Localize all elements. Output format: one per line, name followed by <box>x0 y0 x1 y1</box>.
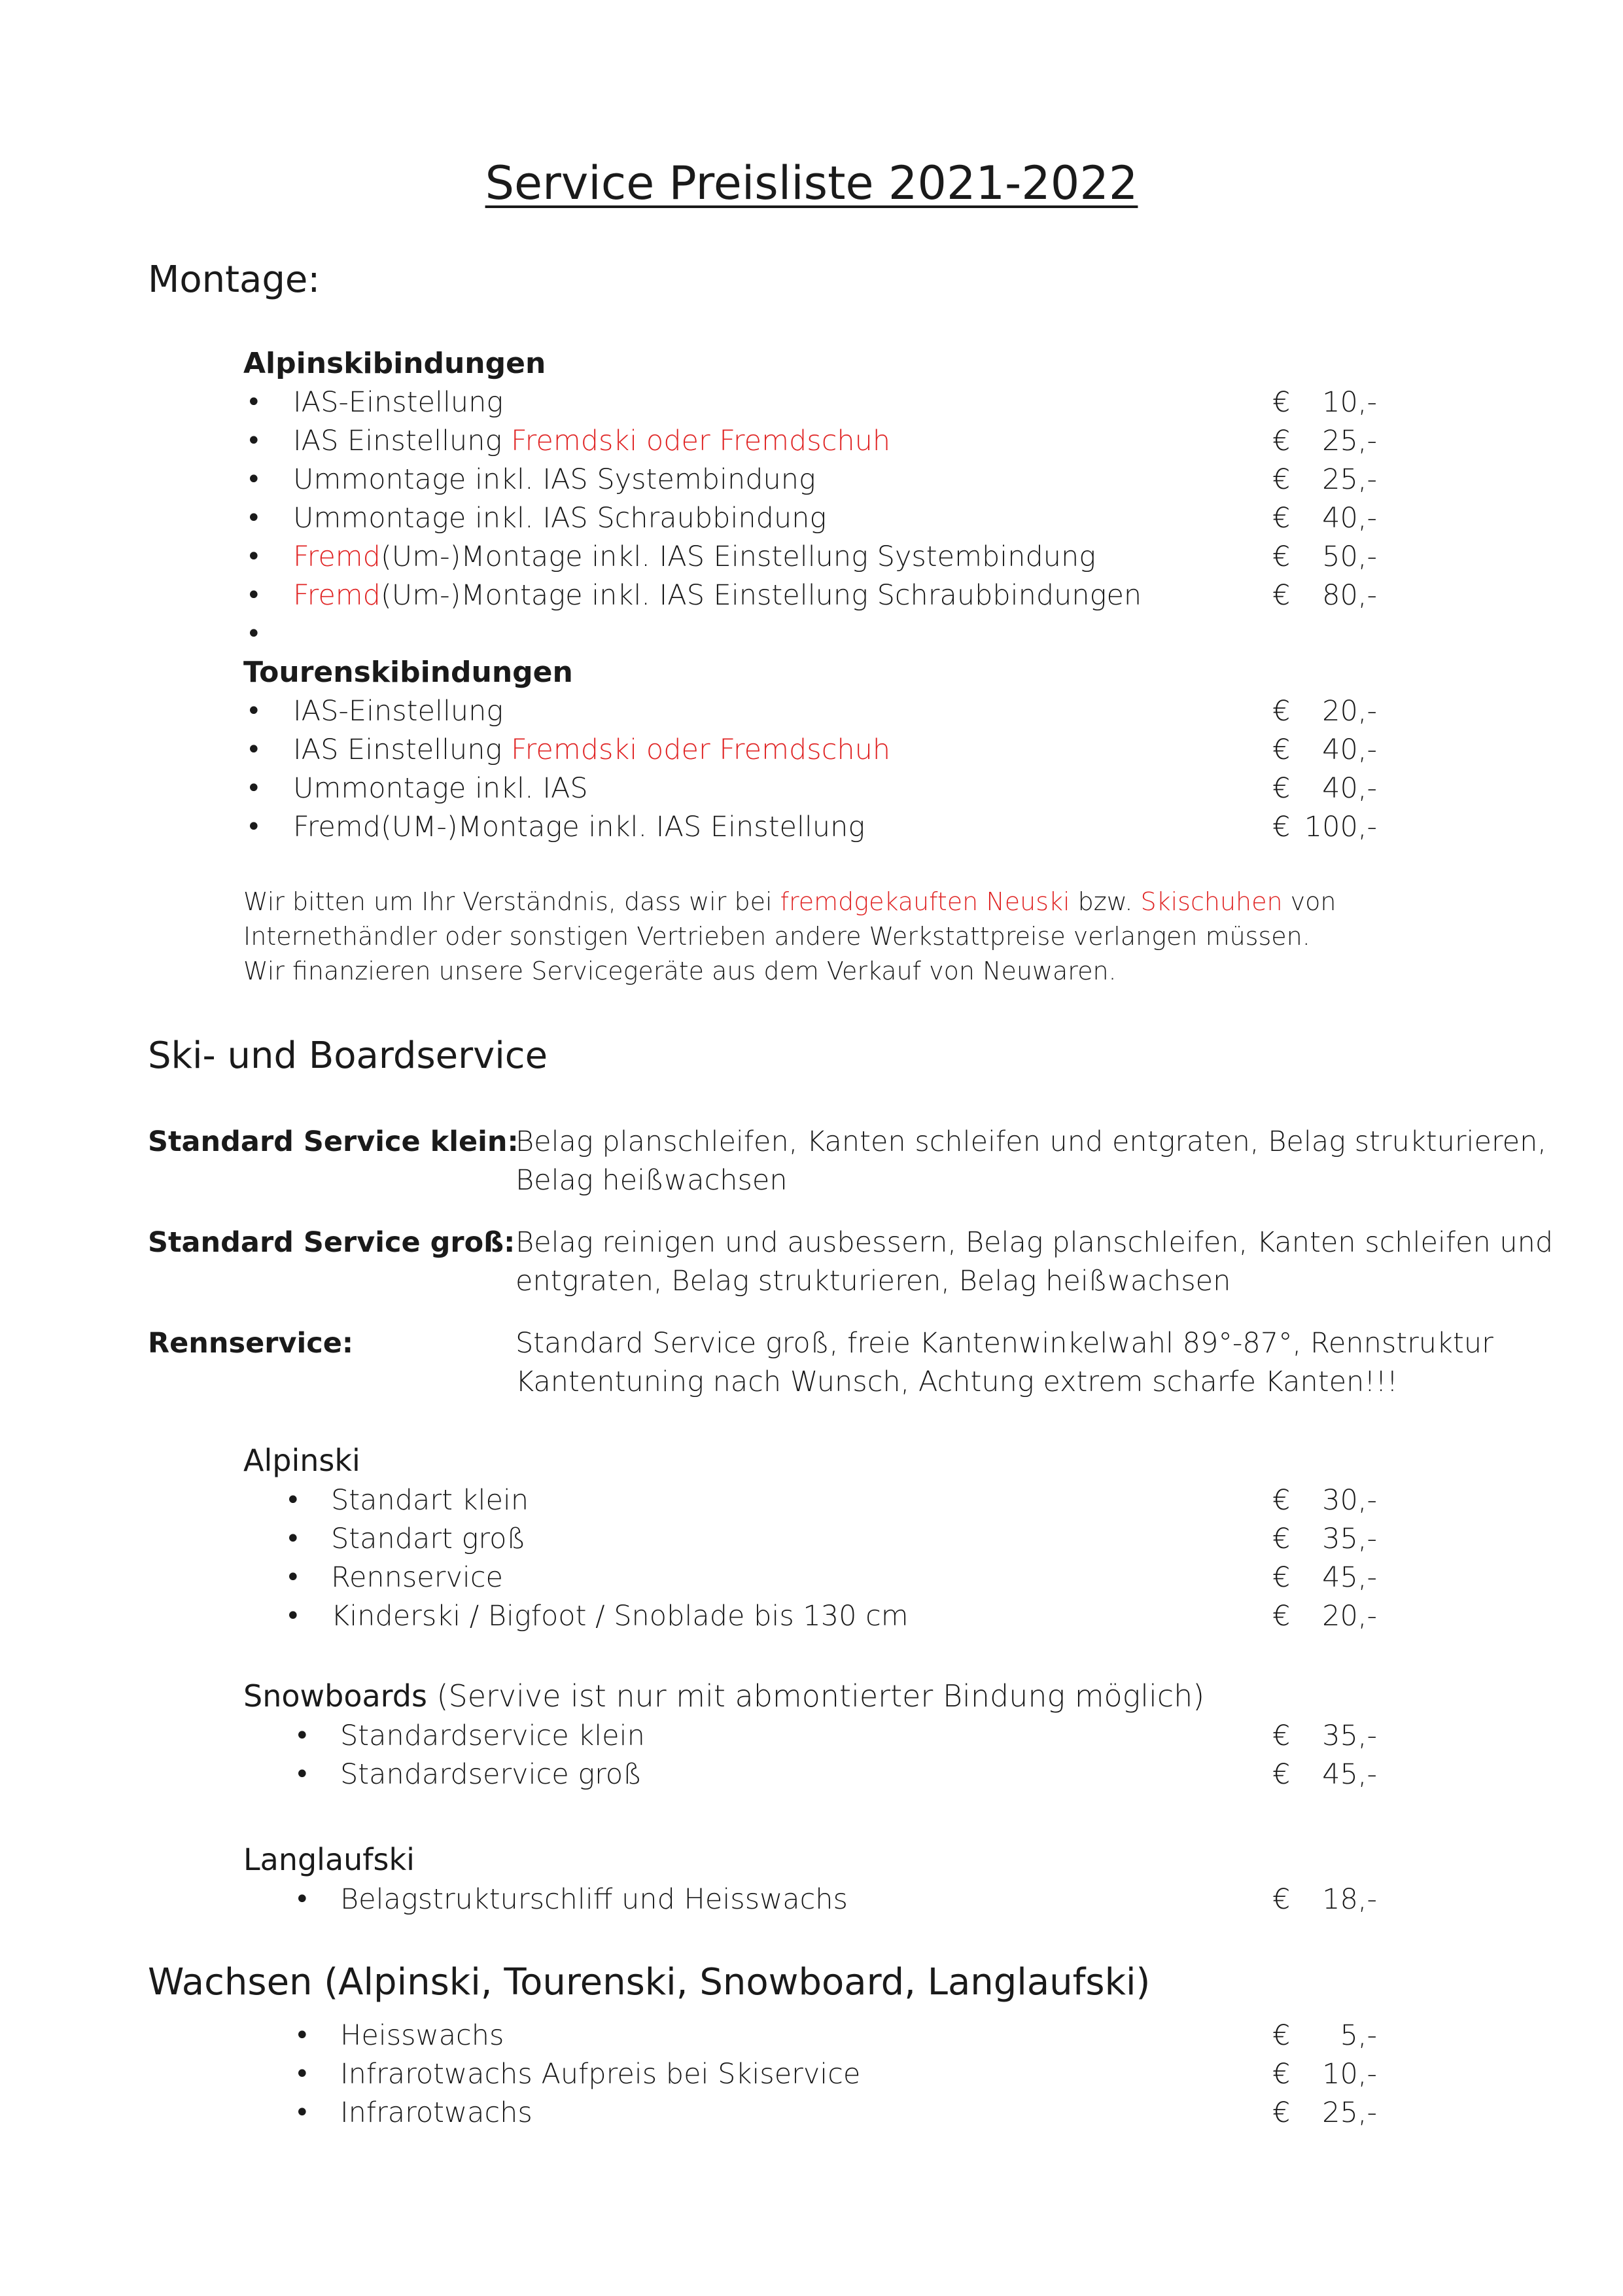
subsection-title-alpinskibindungen: Alpinskibindungen <box>243 347 546 380</box>
item-price: 5,- <box>1340 2019 1377 2052</box>
item-label: Standardservice groß <box>340 1758 642 1791</box>
bullet: • <box>246 619 262 649</box>
item-label: Standart groß <box>331 1523 526 1555</box>
section-heading-montage: Montage: <box>148 258 321 301</box>
subsection-title-alpinski: Alpinski <box>243 1443 360 1478</box>
currency-symbol: € <box>1272 2019 1291 2052</box>
subsection-title-snowboards: Snowboards (Servive ist nur mit abmontierter Bindung möglich) <box>243 1678 1205 1714</box>
bullet: • <box>294 2098 310 2128</box>
item-label: Ummontage inkl. IAS Schraubbindung <box>293 502 827 535</box>
definition-label: Standard Service groß: <box>148 1226 515 1259</box>
item-label: Belagstrukturschliff und Heisswachs <box>340 1883 848 1916</box>
item-price: 20,- <box>1322 1600 1377 1633</box>
currency-symbol: € <box>1272 1758 1291 1791</box>
bullet: • <box>246 696 262 726</box>
currency-symbol: € <box>1272 386 1291 419</box>
bullet: • <box>294 1721 310 1751</box>
currency-symbol: € <box>1272 579 1291 612</box>
bullet: • <box>285 1524 301 1554</box>
bullet: • <box>294 2059 310 2089</box>
bullet: • <box>246 387 262 417</box>
item-price: 100,- <box>1304 811 1377 843</box>
snowboard-note: (Servive ist nur mit abmontierter Bindung möglich) <box>427 1678 1205 1714</box>
item-price: 18,- <box>1322 1883 1377 1916</box>
item-label: IAS-Einstellung <box>293 386 504 419</box>
bullet: • <box>246 773 262 804</box>
item-price: 35,- <box>1322 1523 1377 1555</box>
item-price: 45,- <box>1322 1758 1377 1791</box>
definition-text: entgraten, Belag strukturieren, Belag heißwachsen <box>515 1265 1231 1298</box>
note-line: Wir bitten um Ihr Verständnis, dass wir bei fremdgekauften Neuski bzw. Skischuhen von <box>243 887 1336 916</box>
bullet: • <box>294 1884 310 1915</box>
note-line: Wir finanzieren unsere Servicegeräte aus dem Verkauf von Neuwaren. <box>243 957 1117 985</box>
item-label: IAS Einstellung Fremdski oder Fremdschuh <box>293 733 891 766</box>
bullet: • <box>246 542 262 572</box>
subsection-title-tourenskibindungen: Tourenskibindungen <box>243 656 573 689</box>
bullet: • <box>285 1601 301 1631</box>
item-label: Kinderski / Bigfoot / Snoblade bis 130 cm <box>331 1600 909 1633</box>
item-label: IAS Einstellung Fremdski oder Fremdschuh <box>293 425 891 457</box>
bullet: • <box>246 465 262 495</box>
currency-symbol: € <box>1272 1484 1291 1517</box>
definition-text: Kantentuning nach Wunsch, Achtung extrem scharfe Kanten!!! <box>515 1366 1398 1398</box>
bullet: • <box>246 812 262 842</box>
item-label: Fremd(Um-)Montage inkl. IAS Einstellung Schraubbindungen <box>293 579 1142 612</box>
currency-symbol: € <box>1272 540 1291 573</box>
item-label: Fremd(Um-)Montage inkl. IAS Einstellung Systembindung <box>293 540 1096 573</box>
definition-text: Belag heißwachsen <box>515 1164 788 1197</box>
currency-symbol: € <box>1272 463 1291 496</box>
item-price: 20,- <box>1322 695 1377 728</box>
item-label: Standardservice klein <box>340 1720 645 1752</box>
item-price: 25,- <box>1322 2096 1377 2129</box>
currency-symbol: € <box>1272 1720 1291 1752</box>
item-price: 80,- <box>1322 579 1377 612</box>
item-label: Ummontage inkl. IAS Systembindung <box>293 463 816 496</box>
item-price: 40,- <box>1322 772 1377 805</box>
section-heading-wachsen: Wachsen (Alpinski, Tourenski, Snowboard, Langlaufski) <box>148 1961 1151 2004</box>
currency-symbol: € <box>1272 2058 1291 2091</box>
item-price: 25,- <box>1322 425 1377 457</box>
item-price: 25,- <box>1322 463 1377 496</box>
page-title: Service Preisliste 2021-2022 <box>485 156 1138 210</box>
currency-symbol: € <box>1272 695 1291 728</box>
bullet: • <box>246 580 262 610</box>
item-price: 45,- <box>1322 1561 1377 1594</box>
item-label: Standart klein <box>331 1484 529 1517</box>
definition-label: Rennservice: <box>148 1327 354 1360</box>
currency-symbol: € <box>1272 1561 1291 1594</box>
currency-symbol: € <box>1272 733 1291 766</box>
bullet: • <box>285 1485 301 1515</box>
currency-symbol: € <box>1272 1600 1291 1633</box>
definition-text: Belag planschleifen, Kanten schleifen und entgraten, Belag strukturieren, <box>515 1125 1547 1158</box>
definition-text: Standard Service groß, freie Kantenwinkelwahl 89°-87°, Rennstruktur <box>515 1327 1493 1360</box>
currency-symbol: € <box>1272 772 1291 805</box>
item-label: IAS-Einstellung <box>293 695 504 728</box>
item-price: 40,- <box>1322 733 1377 766</box>
item-label: Infrarotwachs Aufpreis bei Skiservice <box>340 2058 861 2091</box>
currency-symbol: € <box>1272 502 1291 535</box>
bullet: • <box>285 1563 301 1593</box>
item-price: 50,- <box>1322 540 1377 573</box>
definition-label: Standard Service klein: <box>148 1125 519 1158</box>
bullet: • <box>246 503 262 533</box>
item-price: 10,- <box>1322 2058 1377 2091</box>
bullet: • <box>246 426 262 456</box>
bullet: • <box>294 1759 310 1790</box>
item-label: Rennservice <box>331 1561 503 1594</box>
item-price: 30,- <box>1322 1484 1377 1517</box>
definition-text: Belag reinigen und ausbessern, Belag planschleifen, Kanten schleifen und <box>515 1226 1554 1259</box>
currency-symbol: € <box>1272 2096 1291 2129</box>
currency-symbol: € <box>1272 811 1291 843</box>
item-label: Infrarotwachs <box>340 2096 532 2129</box>
bullet: • <box>246 735 262 765</box>
item-price: 35,- <box>1322 1720 1377 1752</box>
currency-symbol: € <box>1272 1523 1291 1555</box>
item-label: Ummontage inkl. IAS <box>293 772 588 805</box>
item-label: Fremd(UM-)Montage inkl. IAS Einstellung <box>293 811 865 843</box>
currency-symbol: € <box>1272 1883 1291 1916</box>
section-heading-ski-board: Ski- und Boardservice <box>148 1034 548 1077</box>
bullet: • <box>294 2021 310 2051</box>
note-line: Internethändler oder sonstigen Vertrieben andere Werkstattpreise verlangen müssen. <box>243 922 1310 951</box>
item-label: Heisswachs <box>340 2019 504 2052</box>
currency-symbol: € <box>1272 425 1291 457</box>
subsection-title-langlaufski: Langlaufski <box>243 1842 415 1877</box>
item-price: 10,- <box>1322 386 1377 419</box>
item-price: 40,- <box>1322 502 1377 535</box>
